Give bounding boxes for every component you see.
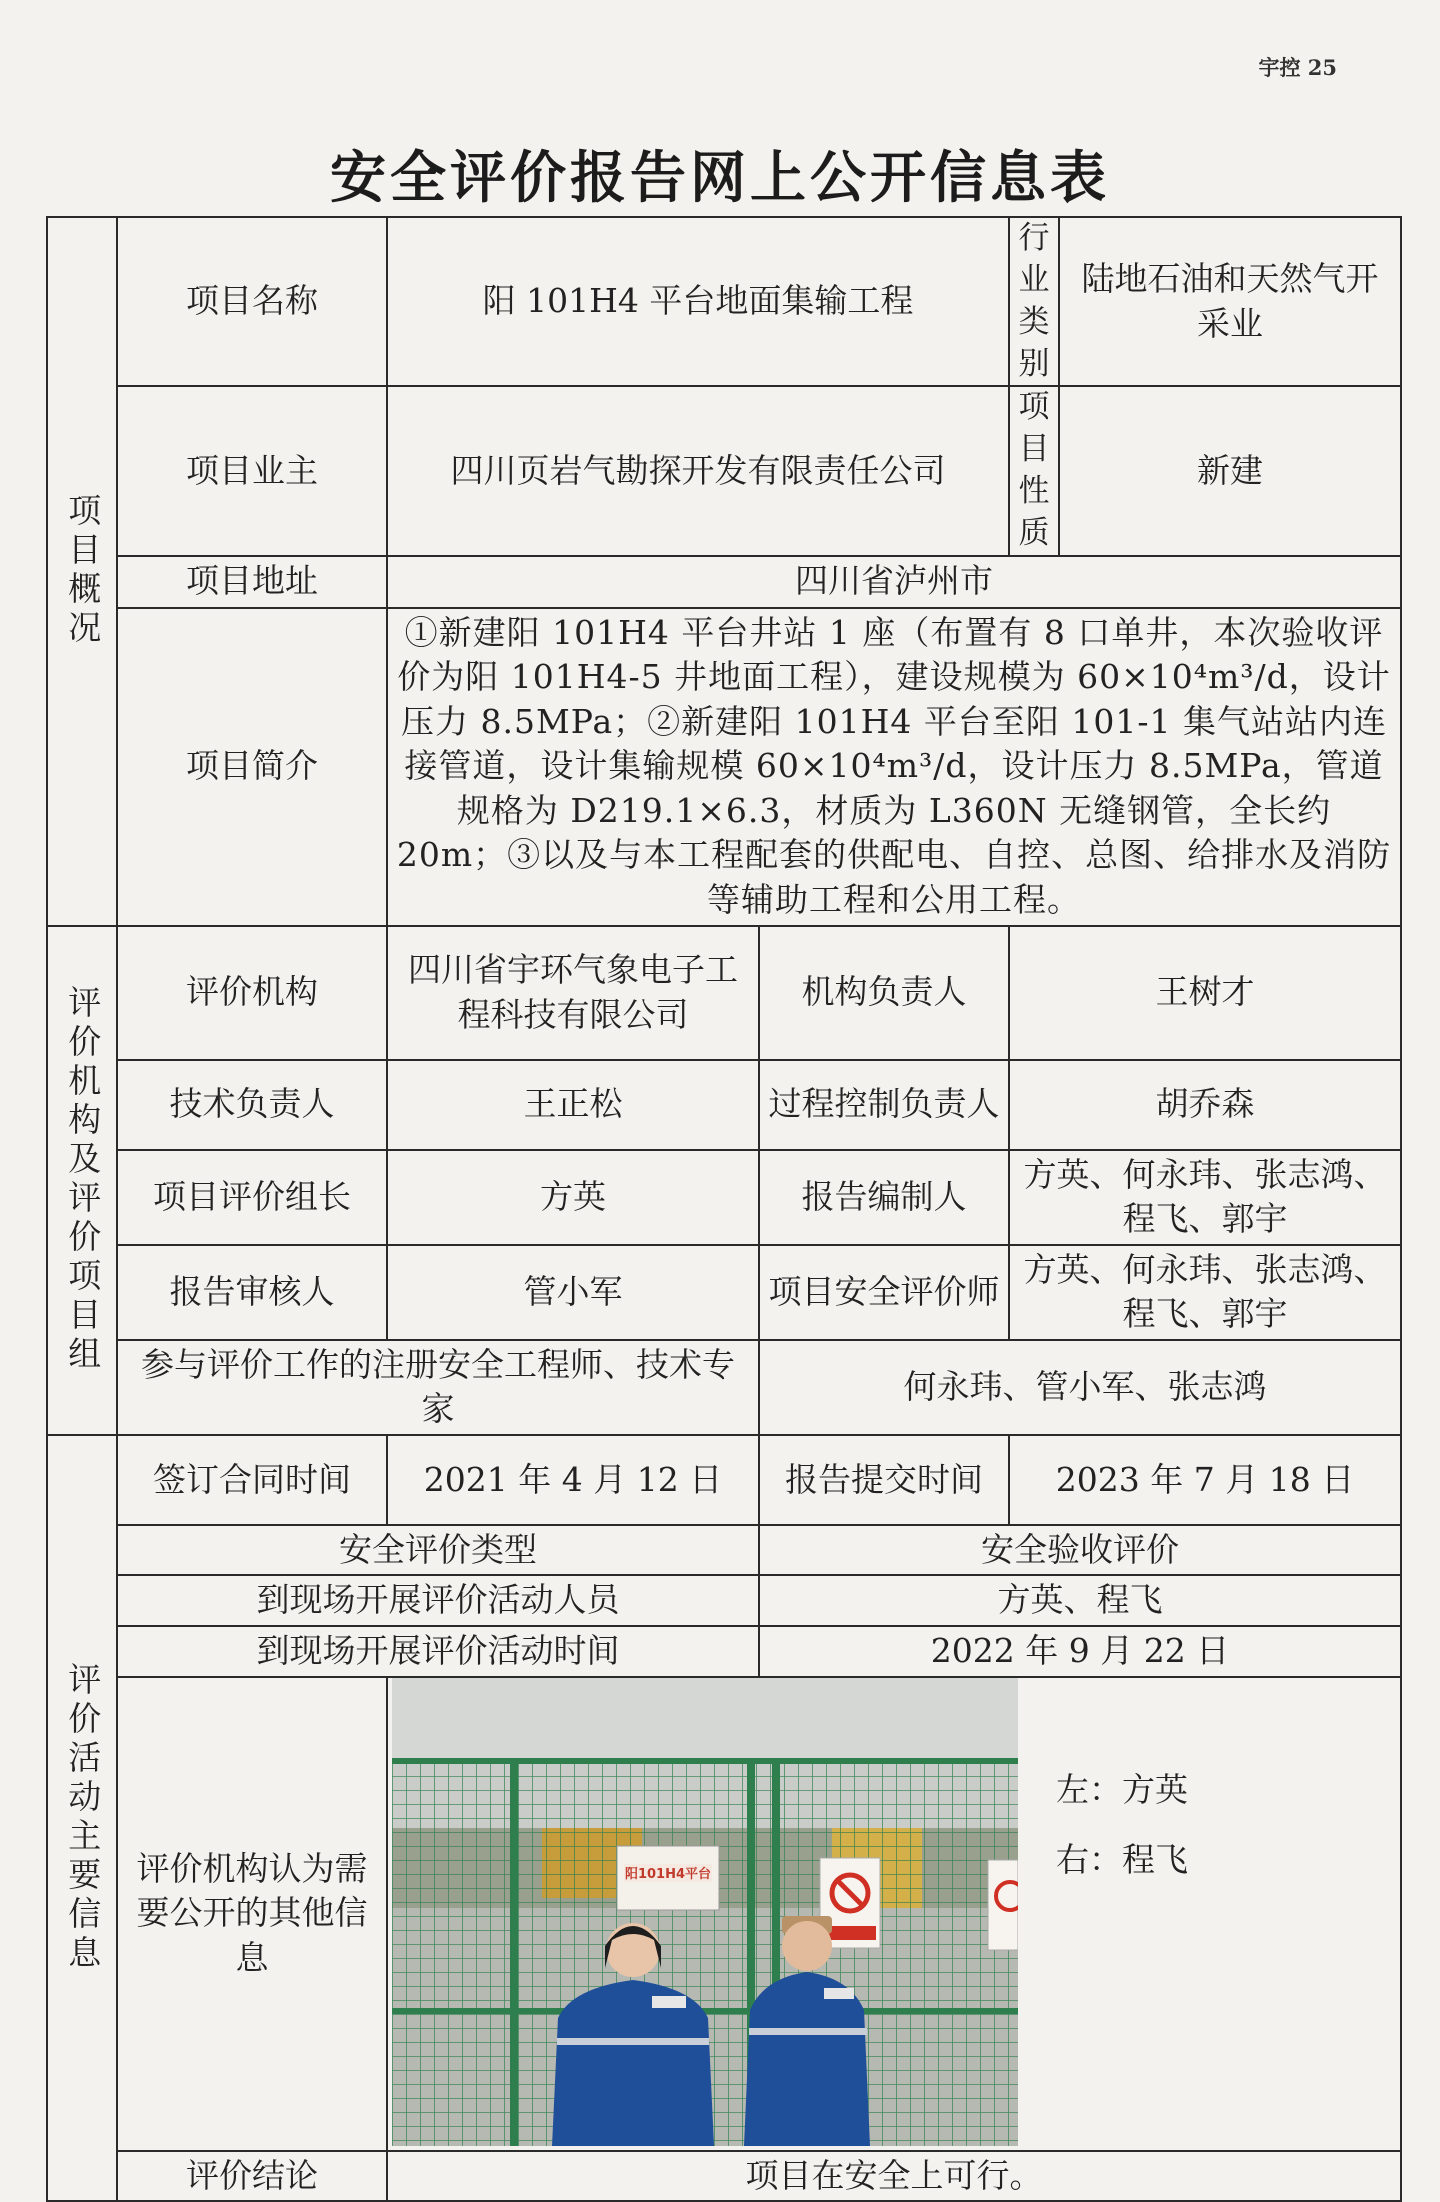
org-label: 评价机构	[117, 926, 387, 1060]
experts-value: 何永玮、管小军、张志鸿	[759, 1340, 1401, 1435]
eval-type-label: 安全评价类型	[117, 1525, 759, 1576]
conclusion-value: 项目在安全上可行。	[387, 2151, 1401, 2202]
experts-label: 参与评价工作的注册安全工程师、技术专家	[117, 1340, 759, 1435]
report-writer-label: 报告编制人	[759, 1150, 1009, 1245]
submit-date-label: 报告提交时间	[759, 1435, 1009, 1525]
nature-value: 新建	[1059, 386, 1401, 555]
photo-caption-left: 左：方英	[1056, 1769, 1188, 1809]
eval-type-value: 安全验收评价	[759, 1525, 1401, 1576]
photo-sign-text: 阳101H4平台	[624, 1866, 712, 1882]
nature-label: 项目性质	[1009, 386, 1059, 555]
industry-label: 行业类别	[1009, 217, 1059, 386]
section-org: 评价机构及评价项目组	[47, 926, 117, 1435]
site-date-value: 2022 年 9 月 22 日	[759, 1626, 1401, 1677]
process-lead-value: 胡乔森	[1009, 1060, 1401, 1150]
reviewer-value: 管小军	[387, 1245, 759, 1340]
org-value: 四川省宇环气象电子工程科技有限公司	[387, 926, 759, 1060]
process-lead-label: 过程控制负责人	[759, 1060, 1009, 1150]
owner-label: 项目业主	[117, 386, 387, 555]
site-date-label: 到现场开展评价活动时间	[117, 1626, 759, 1677]
assessor-value: 方英、何永玮、张志鸿、程飞、郭宇	[1009, 1245, 1401, 1340]
tech-lead-value: 王正松	[387, 1060, 759, 1150]
site-staff-label: 到现场开展评价活动人员	[117, 1575, 759, 1626]
industry-value: 陆地石油和天然气开采业	[1059, 217, 1401, 386]
section-overview: 项目概况	[47, 217, 117, 926]
project-name-value: 阳 101H4 平台地面集输工程	[387, 217, 1009, 386]
tech-lead-label: 技术负责人	[117, 1060, 387, 1150]
photo-caption-right: 右：程飞	[1056, 1839, 1188, 1879]
owner-value: 四川页岩气勘探开发有限责任公司	[387, 386, 1009, 555]
site-staff-value: 方英、程飞	[759, 1575, 1401, 1626]
org-head-value: 王树才	[1009, 926, 1401, 1060]
site-photo	[392, 1678, 1018, 2146]
document-code: 宇控 25	[1258, 55, 1337, 80]
page-title: 安全评价报告网上公开信息表	[330, 145, 1110, 211]
project-name-label: 项目名称	[117, 217, 387, 386]
contract-date-label: 签订合同时间	[117, 1435, 387, 1525]
submit-date-value: 2023 年 7 月 18 日	[1009, 1435, 1401, 1525]
other-info-cell	[387, 1677, 1401, 2151]
team-leader-label: 项目评价组长	[117, 1150, 387, 1245]
section-activity: 评价活动主要信息	[47, 1435, 117, 2201]
address-value: 四川省泸州市	[387, 556, 1401, 608]
report-writer-value: 方英、何永玮、张志鸿、程飞、郭宇	[1009, 1150, 1401, 1245]
address-label: 项目地址	[117, 556, 387, 608]
intro-value: ①新建阳 101H4 平台井站 1 座（布置有 8 口单井，本次验收评价为阳 101H4-5 井地面工程），建设规模为 60×10⁴m³/d，设计压力 8.5MPa；②新建阳 101H4 平台至阳 101-1 集气站站内连接管道，设计集输规模 60×10⁴m³/d，设计压力 8.5MPa，管道规格为 D219.1×6.3，材质为 L360N 无缝钢管，全长约 20m；③以及与本工程配套的供配电、自控、总图、给排水及消防等辅助工程和公用工程。	[387, 608, 1401, 926]
conclusion-label: 评价结论	[117, 2151, 387, 2202]
assessor-label: 项目安全评价师	[759, 1245, 1009, 1340]
org-head-label: 机构负责人	[759, 926, 1009, 1060]
intro-label: 项目简介	[117, 608, 387, 926]
contract-date-value: 2021 年 4 月 12 日	[387, 1435, 759, 1525]
other-info-label: 评价机构认为需要公开的其他信息	[117, 1677, 387, 2151]
reviewer-label: 报告审核人	[117, 1245, 387, 1340]
info-table	[46, 216, 1400, 2195]
team-leader-value: 方英	[387, 1150, 759, 1245]
